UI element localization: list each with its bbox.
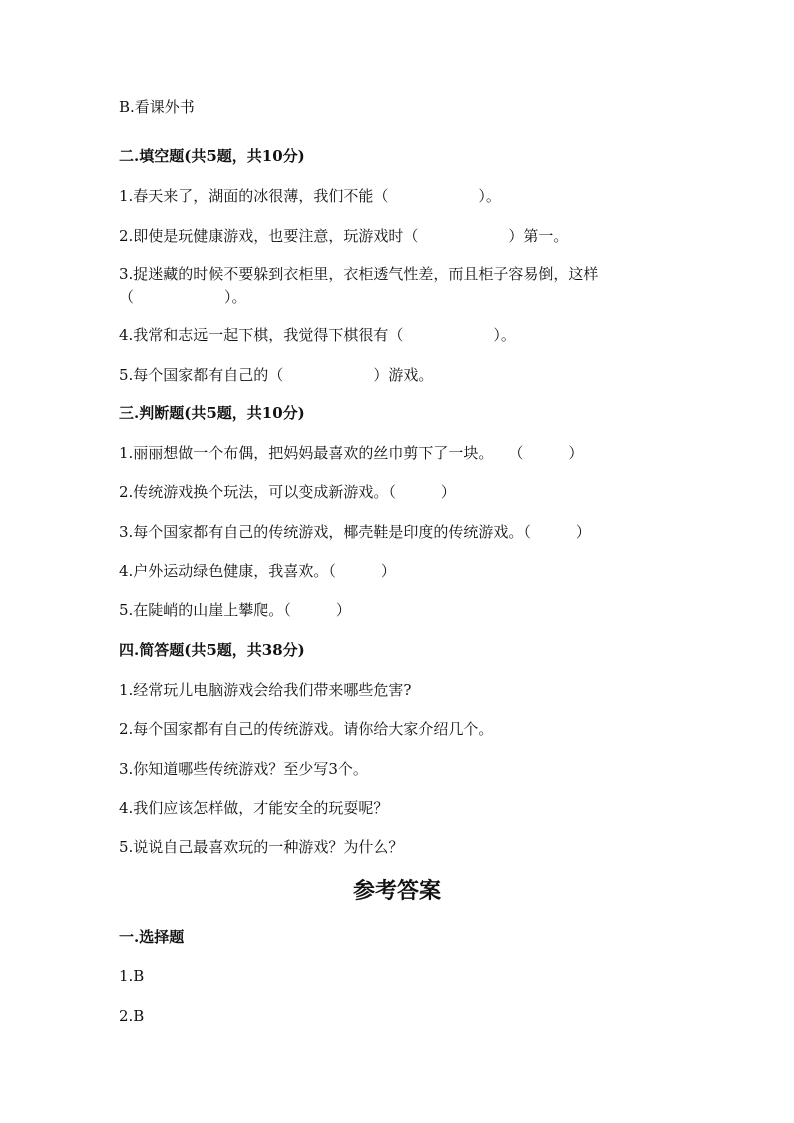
answer-item-2: 2.B [119, 1007, 145, 1025]
short-answer-question-3: 3.你知道哪些传统游戏？至少写3个。 [119, 760, 368, 778]
section-heading-short-answer: 四.简答题(共5题，共38分) [119, 641, 305, 659]
fill-in-question-3-continued: （ ）。 [119, 288, 247, 306]
fill-in-question-5: 5.每个国家都有自己的（ ）游戏。 [119, 366, 434, 384]
true-false-question-4: 4.户外运动绿色健康，我喜欢。（ ） [119, 562, 396, 580]
true-false-question-5: 5.在陡峭的山崖上攀爬。（ ） [119, 601, 351, 619]
fill-in-question-2: 2.即使是玩健康游戏，也要注意，玩游戏时（ ）第一。 [119, 227, 569, 245]
short-answer-question-2: 2.每个国家都有自己的传统游戏。请你给大家介绍几个。 [119, 720, 494, 738]
answer-item-1: 1.B [119, 967, 145, 985]
true-false-question-3: 3.每个国家都有自己的传统游戏，椰壳鞋是印度的传统游戏。（ ） [119, 523, 591, 541]
fill-in-question-1: 1.春天来了，湖面的冰很薄，我们不能（ ）。 [119, 187, 501, 205]
answer-section-choice: 一.选择题 [119, 928, 185, 946]
short-answer-question-1: 1.经常玩儿电脑游戏会给我们带来哪些危害? [119, 681, 412, 699]
section-heading-true-false: 三.判断题(共5题，共10分) [119, 404, 305, 422]
fill-in-question-3: 3.捉迷藏的时候不要躲到衣柜里，衣柜透气性差，而且柜子容易倒，这样 [119, 265, 599, 283]
fill-in-question-4: 4.我常和志远一起下棋，我觉得下棋很有（ ）。 [119, 326, 516, 344]
choice-option-b: B.看课外书 [119, 98, 195, 116]
answer-key-title: 参考答案 [352, 878, 441, 904]
section-heading-fill-in: 二.填空题(共5题，共10分) [119, 147, 305, 165]
short-answer-question-4: 4.我们应该怎样做，才能安全的玩耍呢？ [119, 799, 389, 817]
true-false-question-1: 1.丽丽想做一个布偶，把妈妈最喜欢的丝巾剪下了一块。 （ ） [119, 444, 584, 462]
true-false-question-2: 2.传统游戏换个玩法，可以变成新游戏。（ ） [119, 483, 456, 501]
short-answer-question-5: 5.说说自己最喜欢玩的一种游戏？为什么？ [119, 838, 404, 856]
